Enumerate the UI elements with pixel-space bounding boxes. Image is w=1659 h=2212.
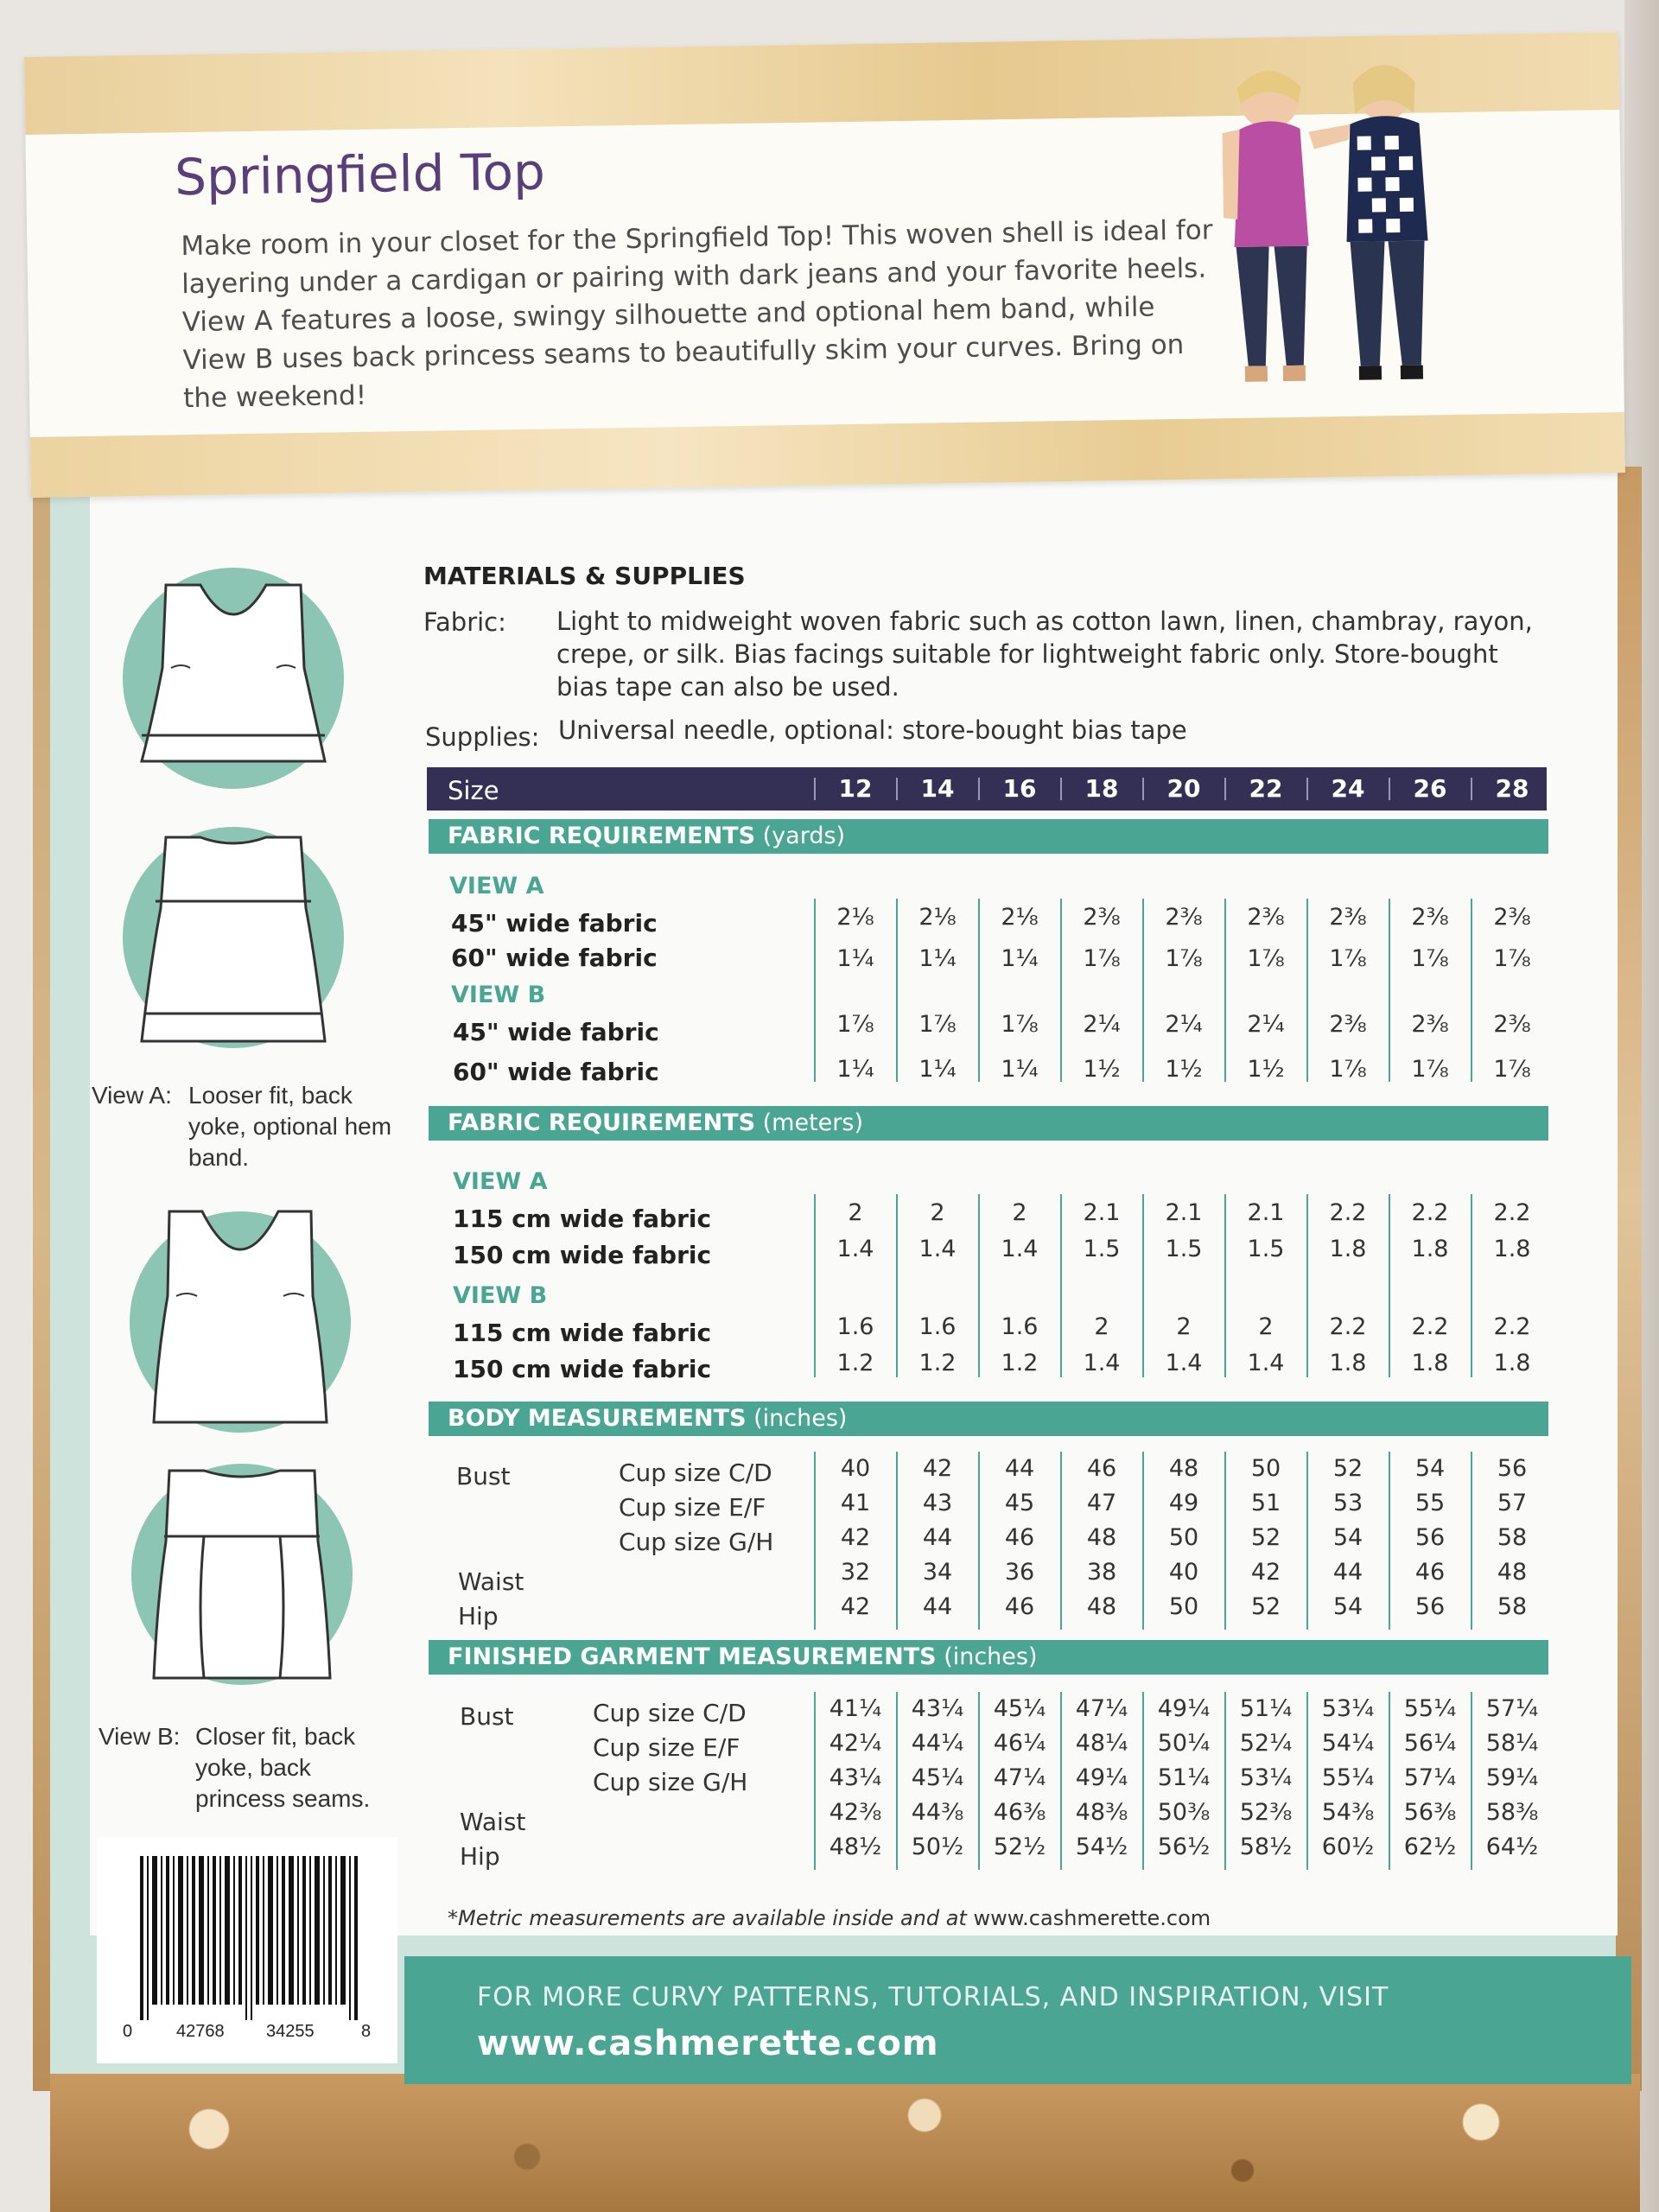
table-column-rule [1060, 1692, 1062, 1870]
table-column-rule [1306, 1692, 1308, 1870]
table-column-rule [814, 899, 816, 1082]
table-cell: 52 [1250, 1593, 1281, 1620]
fabric-description: Light to midweight woven fabric such as cotton lawn, linen, chambray, rayon, crepe, or silk. Bias facings suitable for lightweight fabric only. Store-bought bias tape can also be used. [556, 607, 1533, 702]
table-cell: 43 [922, 1490, 953, 1516]
footer-website-link[interactable]: www.cashmerette.com [477, 2024, 939, 2063]
view-a-back-illustration [121, 825, 346, 1050]
table-cell: 53 [1332, 1490, 1363, 1516]
table-column-rule [896, 1452, 898, 1630]
table-cell: 2 [1012, 1199, 1027, 1226]
body-measurements-title: BODY MEASUREMENTS [448, 1405, 747, 1432]
finished-hip-label: Hip [460, 1842, 500, 1871]
body-cup-ef-label: Cup size E/F [619, 1493, 766, 1522]
table-cell: 1.6 [1001, 1313, 1039, 1340]
table-cell: 1.5 [1247, 1236, 1285, 1262]
table-cell: 55¼ [1321, 1764, 1375, 1791]
fabric-label: Fabric: [423, 607, 506, 637]
table-cell: 1.4 [918, 1236, 957, 1262]
table-cell: 1⅞ [1001, 1011, 1039, 1038]
table-cell: 2¼ [1247, 1011, 1285, 1038]
barcode-digit-last: 8 [361, 2022, 372, 2041]
table-column-rule [1306, 899, 1308, 1082]
view-a-front-illustration [121, 566, 346, 791]
table-cell: 2.2 [1493, 1199, 1531, 1226]
table-cell: 1.2 [1001, 1350, 1039, 1376]
barcode [97, 1837, 397, 2063]
materials-heading: MATERIALS & SUPPLIES [423, 562, 746, 590]
table-cell: 60½ [1321, 1834, 1375, 1860]
table-cell: 1.4 [1247, 1350, 1285, 1376]
table-cell: 56½ [1157, 1834, 1211, 1860]
table-cell: 1¼ [918, 945, 957, 972]
table-column-rule [1471, 1452, 1472, 1630]
models-photo [1186, 17, 1478, 410]
gold-edge-left [33, 363, 50, 2091]
table-cell: 53¼ [1321, 1695, 1375, 1722]
table-column-rule [978, 1194, 980, 1377]
table-cell: 53¼ [1239, 1764, 1293, 1791]
table-cell: 1⅞ [1083, 945, 1121, 972]
table-cell: 56¼ [1403, 1730, 1457, 1757]
table-cell: 46 [1004, 1593, 1035, 1620]
table-column-rule [1142, 1194, 1144, 1377]
yards-row-label: 45" wide fabric [453, 1018, 659, 1046]
fabric-yards-title: FABRIC REQUIREMENTS [448, 823, 756, 849]
table-cell: 50¼ [1157, 1730, 1211, 1757]
table-column-rule [1389, 899, 1390, 1082]
table-cell: 1½ [1165, 1056, 1203, 1083]
table-column-rule [1471, 1194, 1472, 1377]
metric-footnote-link[interactable]: www.cashmerette.com [973, 1906, 1211, 1930]
table-column-rule [1389, 1692, 1390, 1870]
table-column-rule [814, 1692, 816, 1870]
table-cell: 2 [930, 1199, 945, 1226]
table-column-rule [1142, 1692, 1144, 1870]
table-cell: 2.2 [1329, 1199, 1367, 1226]
table-cell: 62½ [1403, 1834, 1457, 1860]
table-cell: 2 [848, 1199, 863, 1226]
table-cell: 55 [1414, 1490, 1446, 1516]
table-cell: 54 [1414, 1455, 1446, 1482]
header-card [24, 32, 1625, 498]
table-cell: 1¼ [1001, 1056, 1039, 1083]
size-column-divider [1389, 778, 1390, 800]
table-cell: 51 [1250, 1490, 1281, 1516]
table-column-rule [896, 1692, 898, 1870]
table-cell: 2⅜ [1329, 904, 1367, 931]
body-cup-cd-label: Cup size C/D [619, 1459, 772, 1487]
table-cell: 2.2 [1493, 1313, 1531, 1340]
table-cell: 32 [840, 1559, 871, 1586]
supplies-description: Universal needle, optional: store-bought bias tape [558, 715, 1187, 745]
table-cell: 2 [1176, 1313, 1192, 1340]
yards-view-b-label: VIEW B [451, 982, 546, 1008]
table-cell: 42⅜ [829, 1799, 882, 1826]
fabric-meters-bar [429, 1106, 1548, 1141]
table-cell: 50 [1168, 1524, 1199, 1551]
table-cell: 52 [1332, 1455, 1363, 1482]
table-cell: 49¼ [1075, 1764, 1128, 1791]
table-cell: 2⅜ [1083, 904, 1121, 931]
table-cell: 58 [1497, 1524, 1528, 1551]
table-cell: 48 [1168, 1455, 1199, 1482]
table-cell: 38 [1086, 1559, 1117, 1586]
meters-row-label: 115 cm wide fabric [453, 1205, 712, 1233]
table-column-rule [1224, 1692, 1226, 1870]
table-column-rule [1142, 899, 1144, 1082]
table-cell: 54 [1332, 1524, 1363, 1551]
table-cell: 49¼ [1157, 1695, 1211, 1722]
table-cell: 44 [922, 1524, 953, 1551]
table-cell: 1.8 [1329, 1350, 1367, 1376]
table-cell: 2⅛ [1001, 904, 1039, 931]
table-cell: 1⅞ [1493, 1056, 1531, 1083]
table-cell: 52¼ [1239, 1730, 1293, 1757]
table-column-rule [896, 1194, 898, 1377]
table-cell: 52 [1250, 1524, 1281, 1551]
table-cell: 55¼ [1403, 1695, 1457, 1722]
table-cell: 1.8 [1411, 1350, 1449, 1376]
table-column-rule [1060, 1452, 1062, 1630]
size-column-header: 16 [1002, 774, 1037, 803]
table-cell: 47 [1086, 1490, 1117, 1516]
table-cell: 42 [840, 1524, 871, 1551]
table-cell: 48¼ [1075, 1730, 1128, 1757]
table-cell: 1.4 [1083, 1350, 1121, 1376]
table-cell: 2.1 [1083, 1199, 1121, 1226]
size-column-header: 28 [1495, 774, 1529, 803]
size-column-divider [978, 778, 980, 800]
table-cell: 1.8 [1493, 1350, 1531, 1376]
table-cell: 1.2 [836, 1350, 874, 1376]
size-column-header: 12 [838, 774, 873, 803]
table-column-rule [1224, 899, 1226, 1082]
size-column-header: 18 [1084, 774, 1119, 803]
size-column-divider [1471, 778, 1472, 800]
supplies-label: Supplies: [425, 722, 540, 752]
gold-texture-bottom [50, 2074, 1640, 2212]
table-cell: 1⅞ [918, 1011, 957, 1038]
table-cell: 1⅞ [1329, 1056, 1367, 1083]
table-cell: 1.8 [1329, 1236, 1367, 1262]
table-cell: 2⅜ [1411, 904, 1449, 931]
body-measurements-bar [429, 1402, 1548, 1436]
table-cell: 45¼ [993, 1695, 1046, 1722]
meters-row-label: 115 cm wide fabric [453, 1319, 712, 1347]
table-cell: 56 [1497, 1455, 1528, 1482]
view-b-description: Closer fit, back yoke, back princess seams. [195, 1723, 371, 1812]
table-cell: 2 [1094, 1313, 1109, 1340]
table-cell: 2⅜ [1329, 1011, 1367, 1038]
size-column-header: 26 [1413, 774, 1447, 803]
table-cell: 1¼ [836, 1056, 874, 1083]
size-column-divider [896, 778, 898, 800]
table-cell: 46¼ [993, 1730, 1046, 1757]
size-column-divider [1142, 778, 1144, 800]
meters-row-label: 150 cm wide fabric [453, 1355, 712, 1383]
table-cell: 2⅜ [1165, 904, 1203, 931]
footer-banner [404, 1956, 1631, 2084]
pattern-title: Springfield Top [174, 142, 546, 207]
fabric-meters-unit: (meters) [762, 1109, 863, 1136]
table-column-rule [978, 1452, 980, 1630]
table-column-rule [978, 899, 980, 1082]
table-cell: 1¼ [1001, 945, 1039, 972]
yards-view-a-label: VIEW A [449, 873, 544, 899]
table-cell: 40 [840, 1455, 871, 1482]
table-cell: 1⅞ [1247, 945, 1285, 972]
table-cell: 46 [1004, 1524, 1035, 1551]
table-cell: 1.8 [1411, 1236, 1449, 1262]
table-cell: 48⅜ [1075, 1799, 1128, 1826]
table-cell: 43¼ [911, 1695, 964, 1722]
table-cell: 2⅜ [1493, 1011, 1531, 1038]
table-cell: 2⅜ [1411, 1011, 1449, 1038]
fabric-yards-unit: (yards) [762, 823, 846, 849]
table-cell: 47¼ [1075, 1695, 1128, 1722]
table-column-rule [1306, 1452, 1308, 1630]
table-cell: 2.2 [1411, 1313, 1449, 1340]
table-cell: 1.5 [1165, 1236, 1203, 1262]
meters-row-label: 150 cm wide fabric [453, 1241, 712, 1269]
table-cell: 48 [1086, 1524, 1117, 1551]
table-cell: 34 [922, 1559, 953, 1586]
view-b-back-illustration [130, 1462, 354, 1687]
table-cell: 1¼ [918, 1056, 957, 1083]
gold-edge-right [1616, 467, 1642, 2091]
finished-cup-cd-label: Cup size C/D [593, 1699, 747, 1727]
yards-row-label: 60" wide fabric [451, 944, 658, 972]
table-cell: 1½ [1083, 1056, 1121, 1083]
table-cell: 42 [1250, 1559, 1281, 1586]
yards-row-label: 60" wide fabric [453, 1058, 659, 1086]
body-hip-label: Hip [458, 1602, 499, 1630]
table-cell: 56⅜ [1403, 1799, 1457, 1826]
table-cell: 57¼ [1403, 1764, 1457, 1791]
footer-tagline: FOR MORE CURVY PATTERNS, TUTORIALS, AND INSPIRATION, VISIT [477, 1982, 1389, 2012]
table-column-rule [1471, 1692, 1472, 1870]
table-cell: 54 [1332, 1593, 1363, 1620]
table-cell: 44⅜ [911, 1799, 964, 1826]
pattern-description: Make room in your closet for the Springfield Top! This woven shell is ideal for layering under a cardigan or pairing with dark jeans and your favorite heels. View A features a loose, swingy silhouette and optional hem band, while View B uses back princess seams to beautifully skim your curves. Bring on the weekend! [181, 214, 1213, 415]
barcode-digits-right: 34255 [266, 2022, 315, 2041]
size-column-header: 22 [1249, 774, 1283, 803]
table-cell: 51¼ [1157, 1764, 1211, 1791]
table-cell: 46⅜ [993, 1799, 1046, 1826]
table-cell: 1½ [1247, 1056, 1285, 1083]
table-cell: 48 [1086, 1593, 1117, 1620]
table-column-rule [814, 1452, 816, 1630]
table-cell: 1.4 [1165, 1350, 1203, 1376]
table-cell: 58 [1497, 1593, 1528, 1620]
table-cell: 44 [1004, 1455, 1035, 1482]
table-column-rule [1224, 1452, 1226, 1630]
table-column-rule [896, 899, 898, 1082]
table-cell: 1¼ [836, 945, 874, 972]
table-column-rule [1306, 1194, 1308, 1377]
table-cell: 2.1 [1165, 1199, 1203, 1226]
table-column-rule [978, 1692, 980, 1870]
view-b-front-illustration [128, 1210, 353, 1434]
size-column-divider [1060, 778, 1062, 800]
table-cell: 2⅛ [836, 904, 874, 931]
finished-waist-label: Waist [460, 1808, 526, 1836]
table-cell: 1⅞ [1165, 945, 1203, 972]
fabric-meters-title: FABRIC REQUIREMENTS [448, 1109, 756, 1136]
table-cell: 2 [1258, 1313, 1274, 1340]
size-column-divider [1306, 778, 1308, 800]
table-cell: 2¼ [1165, 1011, 1203, 1038]
table-cell: 1.8 [1493, 1236, 1531, 1262]
table-cell: 2⅛ [918, 904, 957, 931]
table-cell: 44 [922, 1593, 953, 1620]
table-cell: 58⅜ [1485, 1799, 1539, 1826]
table-column-rule [1060, 899, 1062, 1082]
table-cell: 36 [1004, 1559, 1035, 1586]
size-column-header: 20 [1166, 774, 1201, 803]
table-cell: 59¼ [1485, 1764, 1539, 1791]
table-cell: 45¼ [911, 1764, 964, 1791]
meters-view-b-label: VIEW B [453, 1282, 548, 1309]
table-cell: 42¼ [829, 1730, 882, 1757]
finished-bust-label: Bust [460, 1702, 514, 1731]
table-cell: 47¼ [993, 1764, 1046, 1791]
table-cell: 54¼ [1321, 1730, 1375, 1757]
table-cell: 50⅜ [1157, 1799, 1211, 1826]
table-cell: 1.4 [1001, 1236, 1039, 1262]
table-cell: 50½ [911, 1834, 964, 1860]
table-cell: 1.5 [1083, 1236, 1121, 1262]
table-cell: 1⅞ [836, 1011, 874, 1038]
fabric-yards-bar [429, 819, 1548, 854]
table-cell: 1⅞ [1493, 945, 1531, 972]
table-column-rule [1060, 1194, 1062, 1377]
table-cell: 52⅜ [1239, 1799, 1293, 1826]
table-cell: 49 [1168, 1490, 1199, 1516]
table-cell: 2.2 [1411, 1199, 1449, 1226]
table-cell: 1.6 [918, 1313, 957, 1340]
finished-cup-ef-label: Cup size E/F [593, 1733, 741, 1762]
table-cell: 42 [922, 1455, 953, 1482]
table-cell: 58¼ [1485, 1730, 1539, 1757]
table-column-rule [1389, 1452, 1390, 1630]
table-cell: 54½ [1075, 1834, 1128, 1860]
table-cell: 1.4 [836, 1236, 874, 1262]
size-column-header: 24 [1331, 774, 1365, 803]
table-cell: 45 [1004, 1490, 1035, 1516]
table-cell: 56 [1414, 1524, 1446, 1551]
view-a-label: View A: [92, 1082, 172, 1109]
table-cell: 1⅞ [1329, 945, 1367, 972]
table-cell: 44¼ [911, 1730, 964, 1757]
finished-cup-gh-label: Cup size G/H [593, 1768, 748, 1796]
table-column-rule [1142, 1452, 1144, 1630]
table-cell: 1.2 [918, 1350, 957, 1376]
size-column-divider [1224, 778, 1226, 800]
table-cell: 50 [1250, 1455, 1281, 1482]
view-a-description: Looser fit, back yoke, optional hem band. [188, 1082, 392, 1171]
body-measurements-unit: (inches) [753, 1405, 848, 1432]
view-b-label: View B: [99, 1723, 181, 1750]
table-cell: 57¼ [1485, 1695, 1539, 1722]
table-cell: 52½ [993, 1834, 1046, 1860]
table-cell: 1⅞ [1411, 945, 1449, 972]
barcode-bars [137, 1856, 363, 2020]
size-column-header: 14 [920, 774, 955, 803]
table-column-rule [1224, 1194, 1226, 1377]
metric-footnote [448, 1906, 1211, 1930]
table-cell: 46 [1414, 1559, 1446, 1586]
table-cell: 40 [1168, 1559, 1199, 1586]
table-column-rule [1389, 1194, 1390, 1377]
table-cell: 2⅜ [1247, 904, 1285, 931]
table-cell: 1.6 [836, 1313, 874, 1340]
table-cell: 2.2 [1329, 1313, 1367, 1340]
table-cell: 2¼ [1083, 1011, 1121, 1038]
finished-measurements-title: FINISHED GARMENT MEASUREMENTS [448, 1643, 937, 1670]
table-cell: 51¼ [1239, 1695, 1293, 1722]
table-cell: 2⅜ [1493, 904, 1531, 931]
meters-view-a-label: VIEW A [453, 1168, 548, 1195]
table-cell: 41 [840, 1490, 871, 1516]
size-column-divider [814, 778, 816, 800]
barcode-digit-first: 0 [123, 2022, 133, 2041]
table-column-rule [814, 1194, 816, 1377]
table-cell: 1⅞ [1411, 1056, 1449, 1083]
table-cell: 43¼ [829, 1764, 882, 1791]
yards-row-label: 45" wide fabric [451, 909, 658, 938]
body-cup-gh-label: Cup size G/H [619, 1528, 774, 1556]
metric-footnote-text: *Metric measurements are available inside and at [448, 1906, 967, 1930]
table-cell: 48 [1497, 1559, 1528, 1586]
table-cell: 2.1 [1247, 1199, 1285, 1226]
table-cell: 56 [1414, 1593, 1446, 1620]
finished-measurements-bar [429, 1640, 1548, 1675]
table-cell: 54⅜ [1321, 1799, 1375, 1826]
body-bust-label: Bust [456, 1462, 511, 1491]
table-cell: 44 [1332, 1559, 1363, 1586]
finished-measurements-unit: (inches) [944, 1643, 1038, 1670]
table-cell: 48½ [829, 1834, 882, 1860]
size-label: Size [448, 776, 499, 805]
table-cell: 50 [1168, 1593, 1199, 1620]
table-cell: 42 [840, 1593, 871, 1620]
body-waist-label: Waist [458, 1567, 524, 1596]
size-header-bar [427, 767, 1547, 810]
table-cell: 58½ [1239, 1834, 1293, 1860]
table-cell: 64½ [1485, 1834, 1539, 1860]
table-cell: 46 [1086, 1455, 1117, 1482]
table-cell: 57 [1497, 1490, 1528, 1516]
barcode-digits-left: 42768 [176, 2022, 225, 2041]
table-column-rule [1471, 899, 1472, 1082]
table-cell: 41¼ [829, 1695, 882, 1722]
